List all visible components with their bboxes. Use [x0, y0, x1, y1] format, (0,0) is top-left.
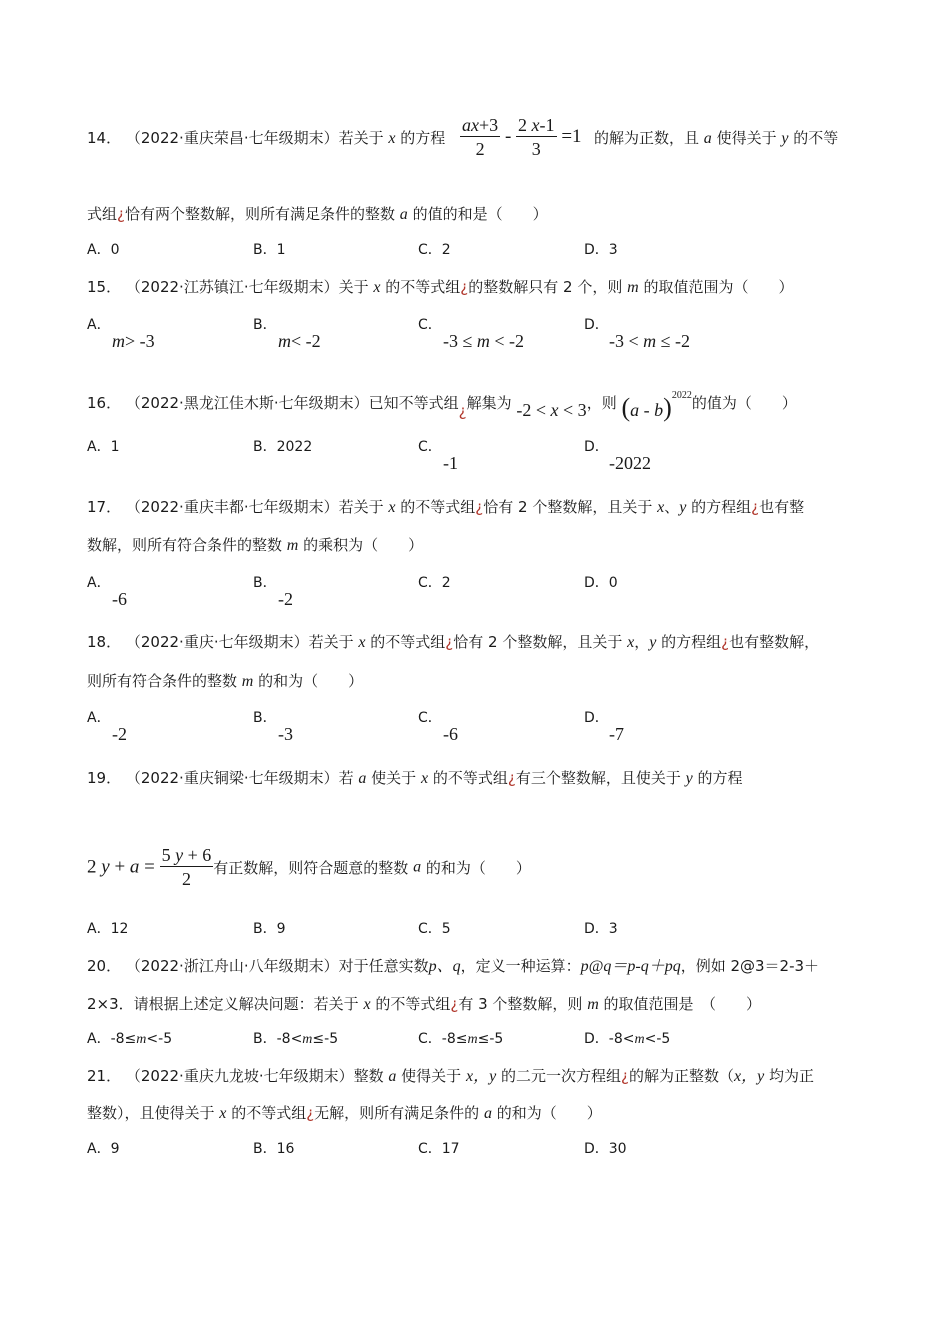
q17-text: 若关于: [338, 498, 384, 516]
q18-line1: [87, 632, 819, 653]
var-m: m: [241, 673, 254, 690]
q19-option-c[interactable]: C．5: [418, 921, 451, 937]
q19-source: （2022·重庆铜梁·七年级期末）: [125, 769, 339, 787]
q16-option-a[interactable]: [87, 438, 119, 456]
q16-option-d[interactable]: [584, 438, 651, 473]
frac-num: 2: [518, 115, 528, 135]
q19-equation: [87, 844, 531, 891]
q15-line1: [87, 277, 794, 298]
var-m: m: [136, 1032, 147, 1047]
math-part: +: [109, 856, 130, 878]
math-part: -3 ≤: [443, 331, 477, 351]
q20-text: 的不等式组: [375, 995, 451, 1013]
q21-option-a[interactable]: A．9: [87, 1141, 120, 1157]
option-value: -6: [112, 589, 127, 609]
q16-number: 16．: [87, 394, 122, 412]
q18-text: 的方程组: [661, 633, 722, 651]
option-label: C．: [418, 317, 442, 333]
q14-option-b[interactable]: B．1: [253, 242, 286, 258]
q14-text: 使得关于: [716, 129, 777, 147]
paren: ): [663, 393, 672, 422]
q19-option-a[interactable]: A．12: [87, 921, 129, 937]
var-x: x: [420, 770, 429, 787]
q16-text: 的值为（ ）: [691, 394, 797, 412]
math-part: =: [139, 856, 160, 878]
option-value: -2022: [609, 453, 651, 473]
frac-num: 5: [161, 845, 171, 865]
q14-text: 的方程: [400, 129, 446, 147]
q20-number: 20．: [87, 957, 122, 975]
q20-line1: [87, 956, 819, 977]
var-m: m: [627, 279, 639, 296]
option-label: C．: [418, 710, 442, 726]
q21-option-d[interactable]: D．30: [584, 1141, 627, 1157]
math-part: ≤ -2: [656, 331, 691, 351]
q20-line2: [87, 994, 761, 1015]
q18-option-d[interactable]: [584, 709, 624, 744]
q16-text: 已知不等式组: [368, 394, 459, 412]
q21-text: 的和为（ ）: [496, 1104, 602, 1122]
q21-text: 使得关于: [401, 1067, 462, 1085]
q14-text: 若关于: [338, 129, 384, 147]
frac-num-var: x: [531, 115, 540, 135]
q21-option-c[interactable]: C．17: [418, 1141, 460, 1157]
q17-option-b[interactable]: [253, 574, 293, 609]
q21-number: 21．: [87, 1067, 122, 1085]
q14-fraction-1: [460, 114, 500, 161]
equals-one: =1: [561, 126, 582, 147]
q18-number: 18．: [87, 633, 122, 651]
q14-number: 14．: [87, 129, 122, 147]
var-x: x: [358, 634, 366, 651]
q15-option-a[interactable]: [87, 316, 155, 351]
q17-number: 17．: [87, 498, 122, 516]
option-label: B．: [253, 575, 277, 591]
q17-option-d[interactable]: [584, 574, 618, 592]
q16-text: 解集为: [466, 394, 512, 412]
option-label: C．: [418, 439, 442, 455]
option-label: ≤-5: [312, 1031, 339, 1047]
option-label: B．-8<: [253, 1031, 303, 1047]
q16-option-b[interactable]: [253, 438, 312, 456]
q19-text: 的和为（ ）: [425, 859, 531, 877]
var-a: a: [483, 1105, 492, 1122]
q14-text: 的值的和是（ ）: [412, 205, 548, 223]
option-math: [112, 332, 155, 350]
q15-options: [87, 316, 867, 356]
q21-text: 整数），且使得关于: [87, 1104, 215, 1122]
var-m: m: [467, 1032, 478, 1047]
frac-num-var: ax: [462, 115, 479, 135]
q14-options: [87, 241, 867, 281]
frac-den: 2: [181, 869, 191, 889]
missing-equation-glyph: ¿: [306, 1104, 315, 1122]
math-part: 2: [87, 856, 97, 878]
q20-text: ，定义一种运算：: [460, 957, 581, 975]
q17-text: 数解，则所有符合条件的整数: [87, 536, 283, 554]
q15-source: （2022·江苏镇江·七年级期末）: [125, 278, 339, 296]
q14-option-a[interactable]: A．0: [87, 242, 120, 258]
q17-text: 的不等式组: [400, 498, 476, 516]
var-x: x: [388, 130, 396, 147]
option-label: A．-8≤: [87, 1031, 137, 1047]
q21-text: 无解，则所有满足条件的: [314, 1104, 480, 1122]
option-value: -6: [443, 724, 458, 744]
q20-option-a[interactable]: [87, 1030, 172, 1049]
q19-line1: [87, 768, 743, 789]
option-value: -7: [609, 724, 624, 744]
math-part: -: [639, 400, 655, 420]
q20-source: （2022·浙江舟山·八年级期末）: [125, 957, 339, 975]
q16-source: （2022·黑龙江佳木斯·七年级期末）: [125, 394, 369, 412]
q19-text: 的方程: [697, 769, 743, 787]
q18-line2: [87, 671, 363, 692]
q14-line1: [87, 128, 445, 149]
frac-den: 3: [531, 139, 541, 159]
q14-equation: [460, 114, 582, 161]
q19-fraction: [160, 844, 214, 891]
var-x: x: [657, 499, 665, 516]
option-label: D．: [584, 439, 609, 455]
missing-equation-glyph: ¿: [458, 402, 467, 420]
q14-option-d[interactable]: D．3: [584, 242, 618, 258]
math-part: -3 <: [609, 331, 644, 351]
option-value: -2: [112, 724, 127, 744]
missing-equation-glyph: ¿: [751, 498, 760, 516]
frac-num: +3: [479, 115, 499, 135]
var-a: a: [129, 856, 140, 878]
q19-option-b[interactable]: B．9: [253, 921, 286, 937]
q18-option-a[interactable]: [87, 709, 127, 744]
var-a: a: [399, 206, 408, 223]
var-m: m: [112, 331, 125, 351]
q19-option-d[interactable]: D．3: [584, 921, 618, 937]
option-label: <-5: [146, 1031, 173, 1047]
math-part: < -2: [291, 331, 321, 351]
option-math: [278, 332, 321, 350]
var-m: m: [476, 331, 490, 351]
q20-text: 对于任意实数: [338, 957, 429, 975]
q17-line2: [87, 535, 423, 556]
q17-source: （2022·重庆丰都·七年级期末）: [125, 498, 339, 516]
option-math: [443, 332, 524, 350]
q15-option-b[interactable]: [253, 316, 321, 351]
q21-source: （2022·重庆九龙坡·七年级期末）: [125, 1067, 354, 1085]
option-label: B．2022: [253, 439, 313, 455]
option-label: B．: [253, 317, 277, 333]
q20-text: 2×3．请根据上述定义解决问题：若关于: [87, 995, 359, 1013]
option-value: -1: [443, 453, 458, 473]
q15-number: 15．: [87, 278, 122, 296]
q15-text: 关于: [338, 278, 369, 296]
q21-text: 均为正: [768, 1067, 814, 1085]
q21-line1: [87, 1066, 814, 1087]
var-x-y: x，y: [733, 1068, 765, 1085]
q21-text: 的二元一次方程组: [500, 1067, 621, 1085]
option-label: C．-8≤: [418, 1031, 468, 1047]
q21-text: 的不等式组: [231, 1104, 307, 1122]
option-label: A．: [87, 710, 111, 726]
separator: 、: [664, 498, 680, 516]
q14-text: 恰有两个整数解，则所有满足条件的整数: [124, 205, 395, 223]
q18-option-b[interactable]: [253, 709, 293, 744]
var-y: y: [679, 499, 687, 516]
option-label: B．: [253, 710, 277, 726]
q20-text: 有 3 个整数解，则: [458, 995, 583, 1013]
q21-options: [87, 1140, 867, 1180]
var-p-q: p、q: [428, 958, 461, 975]
var-a: a: [358, 770, 367, 787]
q20-text: ，例如 2@3＝2-3＋: [680, 957, 820, 975]
missing-equation-glyph: ¿: [450, 995, 459, 1013]
minus-sign: -: [504, 126, 512, 147]
q21-text: 整数: [353, 1067, 384, 1085]
math-part: > -3: [125, 331, 155, 351]
option-label: D．-8<: [584, 1031, 635, 1047]
q19-text: 的不等式组: [432, 769, 508, 787]
operation-definition: p@q＝p-q＋pq: [580, 958, 681, 975]
var-m: m: [587, 996, 599, 1013]
var-x: x: [363, 996, 371, 1013]
q18-text: 若关于: [308, 633, 354, 651]
option-label: D．: [584, 710, 609, 726]
missing-equation-glyph: ¿: [445, 633, 454, 651]
q15-option-c[interactable]: [418, 316, 525, 351]
var-y: y: [175, 845, 184, 865]
var-y: y: [101, 856, 110, 878]
q19-number: 19．: [87, 769, 122, 787]
option-label: ≤-5: [477, 1031, 504, 1047]
var-a: a: [703, 130, 712, 147]
q18-text: 的和为（ ）: [258, 672, 364, 690]
missing-equation-glyph: ¿: [475, 498, 484, 516]
var-a: a: [630, 400, 640, 420]
q17-text: 也有整: [759, 498, 805, 516]
q16-range: [516, 400, 586, 420]
math-part: -2 <: [516, 400, 551, 420]
q21-line2: [87, 1103, 602, 1124]
q18-text: 也有整数解，: [729, 633, 820, 651]
q16-options: [87, 438, 867, 478]
q21-option-b[interactable]: B．16: [253, 1141, 295, 1157]
q20-option-c[interactable]: [418, 1030, 503, 1049]
q19-text: 有正数解，则符合题意的整数: [213, 859, 409, 877]
q15-text: 的不等式组: [385, 278, 461, 296]
option-value: -2: [278, 589, 293, 609]
option-label: A．1: [87, 439, 120, 455]
missing-equation-glyph: ¿: [507, 769, 516, 787]
q17-text: 的方程组: [691, 498, 752, 516]
q19-lhs: [87, 857, 160, 878]
q19-text: 使关于: [371, 769, 417, 787]
q17-option-c[interactable]: [418, 574, 451, 592]
math-part: < 3: [558, 400, 587, 420]
q18-source: （2022·重庆·七年级期末）: [125, 633, 309, 651]
option-label: A．: [87, 575, 111, 591]
var-x: x: [388, 499, 396, 516]
var-m: m: [286, 537, 299, 554]
q14-text: 的解为正数，且: [594, 129, 700, 147]
q16-line1: [87, 378, 797, 422]
var-x: x: [627, 634, 635, 651]
q19-options: [87, 920, 867, 960]
var-x: x: [550, 400, 559, 420]
var-a: a: [413, 858, 422, 876]
var-x: x: [373, 279, 381, 296]
frac-num: + 6: [183, 845, 212, 865]
var-x-y: x，y: [465, 1068, 497, 1085]
q16-text: ，则: [586, 394, 617, 412]
var-m: m: [634, 1032, 645, 1047]
q14-line1-tail: [594, 128, 838, 149]
var-b: b: [654, 400, 664, 420]
q14-line2: [87, 204, 548, 225]
q21-text: 的解为正整数（: [628, 1067, 734, 1085]
option-label: D．: [584, 317, 609, 333]
var-a: a: [388, 1068, 397, 1085]
q18-option-c[interactable]: [418, 709, 458, 744]
q20-text: 的取值范围是 （ ）: [603, 995, 762, 1013]
option-value: -3: [278, 724, 293, 744]
option-label: D．0: [584, 575, 618, 591]
var-y: y: [685, 770, 693, 787]
q17-text: 恰有 2 个整数解，且关于: [483, 498, 653, 516]
q14-fraction-2: [516, 114, 557, 161]
var-m: m: [302, 1032, 313, 1047]
q18-text: 的不等式组: [370, 633, 446, 651]
option-label: A．: [87, 317, 111, 333]
q17-options: [87, 574, 867, 614]
separator: ，: [634, 633, 650, 651]
q14-source: （2022·重庆荣昌·七年级期末）: [125, 129, 339, 147]
var-y: y: [649, 634, 657, 651]
var-y: y: [781, 130, 789, 147]
q17-option-a[interactable]: [87, 574, 127, 609]
q16-option-c[interactable]: [418, 438, 458, 473]
q15-option-d[interactable]: [584, 316, 691, 351]
frac-num: -1: [539, 115, 555, 135]
missing-equation-glyph: ¿: [721, 633, 730, 651]
q14-text: 式组: [87, 205, 118, 223]
missing-equation-glyph: ¿: [117, 205, 125, 223]
q14-option-c[interactable]: C．2: [418, 242, 451, 258]
paren: (: [621, 393, 631, 422]
q18-options: [87, 709, 867, 749]
q20-option-b[interactable]: [253, 1030, 338, 1049]
q20-options: [87, 1030, 867, 1070]
q18-text: 恰有 2 个整数解，且关于: [453, 633, 623, 651]
frac-den: 2: [475, 139, 485, 159]
missing-equation-glyph: ¿: [620, 1067, 629, 1085]
q17-line1: [87, 497, 804, 518]
q15-text: 的整数解只有 2 个，则: [468, 278, 623, 296]
missing-equation-glyph: ¿: [460, 278, 469, 296]
var-m: m: [278, 331, 291, 351]
option-math: [609, 332, 690, 350]
q19-text: 有三个整数解，且使关于: [515, 769, 681, 787]
q14-text: 的不等: [793, 129, 839, 147]
var-m: m: [643, 331, 657, 351]
var-x: x: [219, 1105, 227, 1122]
option-label: <-5: [644, 1031, 671, 1047]
q19-text: 若: [338, 769, 354, 787]
q20-option-d[interactable]: [584, 1030, 670, 1049]
exponent: 2022: [671, 390, 692, 401]
q17-text: 的乘积为（ ）: [303, 536, 424, 554]
math-part: < -2: [489, 331, 525, 351]
q18-text: 则所有符合条件的整数: [87, 672, 238, 690]
option-label: C．2: [418, 575, 451, 591]
q16-power-expression: [621, 390, 692, 422]
q15-text: 的取值范围为（ ）: [643, 278, 794, 296]
